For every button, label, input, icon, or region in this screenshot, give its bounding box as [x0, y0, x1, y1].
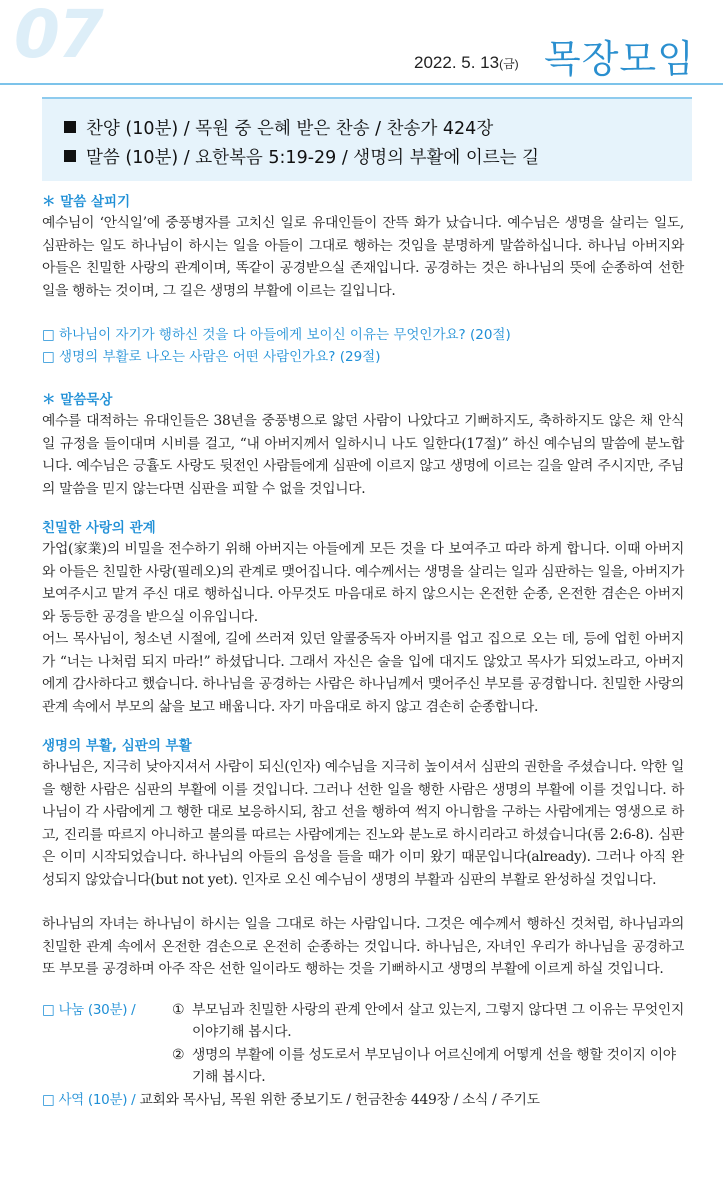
square-bullet-icon: [64, 150, 76, 162]
intimacy-paragraph-1: 가업(家業)의 비밀을 전수하기 위해 아버지는 아들에게 모든 것을 다 보여주고 따라 하게 합니다. 이때 아버지와 아들은 친밀한 사랑(필레오)의 관계로 맺어집니다. 예수께서는 생명을 살리는 일과 심판하는 일을, 아버지가 보여주시고 맡겨 주신 대로 행하십니다. 아무것도 마음대로 하지 않으시는 온전한 순종, 온전한 겸손은 아버지와 동등한 공경을 받으실 이유입니다.: [42, 541, 684, 625]
sharing-item-2: [42, 1044, 684, 1089]
review-paragraph: 예수님이 ‘안식일’에 중풍병자를 고치신 일로 유대인들이 잔뜩 화가 났습니다. 예수님은 생명을 살리는 일도, 심판하는 일도 하나님이 하시는 일을 아들이 그대로 행하는 것임을 분명하게 말씀하십니다. 하나님 아버지와 아들은 친밀한 사랑의 관계이며, 똑같이 공경받으실 존재입니다. 공경하는 것은 하나님의 뜻에 순종하여 선한 일을 행하는 것이며, 그 길은 생명의 부활에 이르는 길입니다.: [42, 215, 684, 299]
ministry-row: [42, 1089, 684, 1112]
square-bullet-icon: [64, 121, 76, 133]
meeting-day: (금): [499, 57, 519, 71]
sharing-label: □ 나눔 (30분) /: [42, 1001, 136, 1018]
summary-word: 말씀 (10분) / 요한복음 5:19-29 / 생명의 부활에 이르는 길: [64, 144, 539, 169]
intimacy-paragraph-2: 어느 목사님이, 청소년 시절에, 길에 쓰러져 있던 알콜중독자 아버지를 업고 집으로 오는 데, 등에 업힌 아버지가 “너는 나처럼 되지 마라!” 하셨답니다. 그래서 자신은 술을 입에 대지도 않았고 목사가 되었노라고, 아버지에게 감사하다고 했습니다. 하나님을 공경하는 사람은 하나님께서 맺어주신 부모를 공경합니다. 친밀한 사랑의 관계 속에서 부모의 삶을 보고 배웁니다. 자기 마음대로 하지 않고 겸손히 순종합니다.: [42, 631, 684, 715]
page-title: 목장모임: [544, 37, 695, 81]
meditation-paragraph: 예수를 대적하는 유대인들은 38년을 중풍병으로 앓던 사람이 나았다고 기뻐하지도, 축하하지도 않은 채 안식일 규정을 들이대며 시비를 걸고, “내 아버지께서 일하시니 나도 일한다(17절)” 하신 예수님의 말씀에 분노합니다. 예수님은 긍휼도 사랑도 뒷전인 사람들에게 심판에 이르지 않고 생명에 이르는 길을 알려 주시지만, 주님의 말씀을 믿지 않는다면 심판을 피할 수 없을 것입니다.: [42, 413, 684, 497]
sharing-number-1: ①: [172, 1001, 185, 1018]
question-2: □ 생명의 부활로 나오는 사람은 어떤 사람인가요? (29절): [42, 349, 381, 365]
main-content: [42, 192, 684, 1111]
ministry-text: 교회와 목사님, 목원 위한 중보기도 / 헌금찬송 449장 / 소식 / 주기도: [139, 1091, 540, 1108]
ministry-label: □ 사역 (10분) /: [42, 1091, 136, 1108]
sharing-number-2: ②: [172, 1046, 185, 1063]
header-divider: [0, 83, 723, 85]
sharing-text-2: 생명의 부활에 이를 성도로서 부모님이나 어르신에게 어떻게 선을 행할 것이지 이야기해 봅시다.: [192, 1046, 676, 1085]
sharing-text-1: 부모님과 친밀한 사랑의 관계 안에서 살고 있는지, 그렇지 않다면 그 이유는 무엇인지 이야기해 봅시다.: [192, 1001, 684, 1040]
review-heading: ＊ 말씀 살피기: [42, 194, 131, 210]
meditation-heading: ＊ 말씀묵상: [42, 392, 113, 408]
meeting-date: 2022. 5. 13(금): [414, 53, 519, 72]
closing-paragraph: 하나님의 자녀는 하나님이 하시는 일을 그대로 하는 사람입니다. 그것은 예수께서 행하신 것처럼, 하나님과의 친밀한 관계 속에서 온전한 겸손으로 온전히 순종하는 것입니다. 하나님은, 자녀인 우리가 하나님을 공경하고 또 부모를 공경하며 아주 작은 선한 일이라도 행하는 것을 기뻐하시고 생명의 부활에 이르게 하실 것입니다.: [42, 916, 684, 977]
question-1: □ 하나님이 자기가 행하신 것을 다 아들에게 보이신 이유는 무엇인가요? (20절): [42, 327, 511, 343]
sharing-item-1: [42, 999, 684, 1044]
page-number: 07: [14, 0, 102, 73]
resurrection-heading: 생명의 부활, 심판의 부활: [42, 738, 192, 754]
summary-box: [42, 99, 692, 181]
summary-praise: 찬양 (10분) / 목원 중 은혜 받은 찬송 / 찬송가 424장: [64, 115, 493, 140]
sharing-section: [42, 999, 684, 1112]
intimacy-heading: 친밀한 사랑의 관계: [42, 520, 156, 536]
resurrection-paragraph: 하나님은, 지극히 낮아지셔서 사람이 되신(인자) 예수님을 지극히 높이셔서 심판의 권한을 주셨습니다. 악한 일을 행한 사람은 심판의 부활에 이를 것입니다. 그러나 선한 일을 행한 사람은 생명의 부활에 이를 것입니다. 하나님이 각 사람에게 그 행한 대로 보응하시되, 참고 선을 행하여 썩지 아니함을 구하는 사람에게는 영생으로 하고, 진리를 따르지 아니하고 불의를 따르는 사람에게는 진노와 분노로 하시리라고 하셨습니다(롬 2:6-8). 심판은 이미 시작되었습니다. 하나님의 아들의 음성을 들을 때가 이미 왔기 때문입니다(already). 그러나 아직 완성되지 않았습니다(but not yet). 인자로 오신 예수님이 생명의 부활과 심판의 부활로 완성하실 것입니다.: [42, 759, 684, 888]
